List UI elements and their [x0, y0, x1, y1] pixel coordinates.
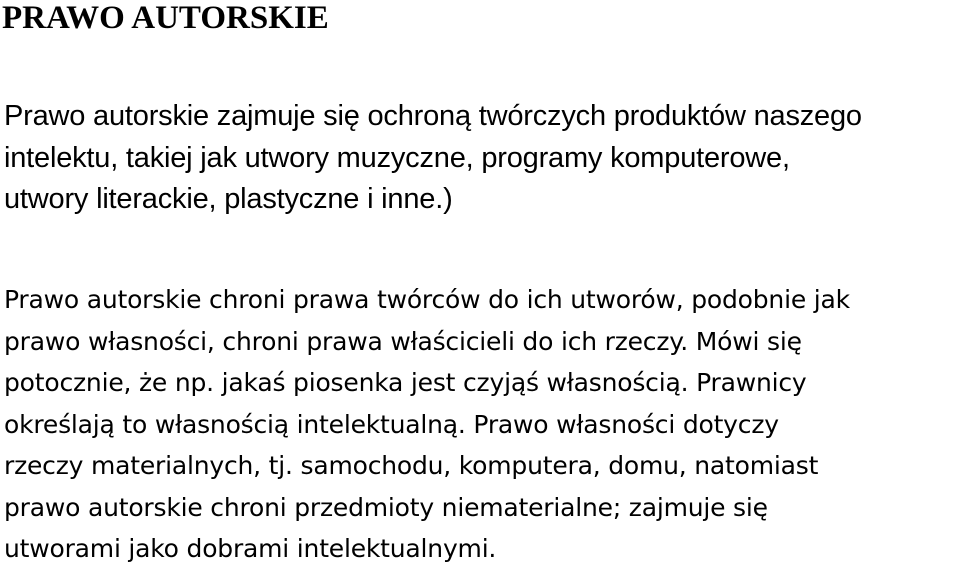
text-line: Prawo autorskie chroni prawa twórców do ich utworów, podobnie jak: [4, 285, 850, 314]
text-line: utwory literackie, plastyczne i inne.): [4, 183, 453, 215]
paragraph-body: [4, 279, 850, 570]
text-line: określają to własnością intelektualną. Prawo własności dotyczy: [4, 409, 779, 439]
text-line: intelektu, takiej jak utwory muzyczne, programy komputerowe,: [4, 141, 790, 174]
text-line: prawo własności, chroni prawa właścicieli do ich rzeczy. Mówi się: [4, 326, 802, 356]
text-line: Prawo autorskie zajmuje się ochroną twórczych produktów naszego: [4, 100, 862, 132]
paragraph-intro: [4, 96, 862, 221]
text-line: rzeczy materialnych, tj. samochodu, komputera, domu, natomiast: [4, 451, 819, 480]
text-line: potocznie, że np. jakaś piosenka jest czyjąś własnością. Prawnicy: [4, 368, 807, 397]
page-title: PRAWO AUTORSKIE: [2, 0, 329, 36]
text-line: utworami jako dobrami intelektualnymi.: [4, 534, 497, 563]
text-line: prawo autorskie chroni przedmioty niematerialne; zajmuje się: [4, 492, 768, 522]
